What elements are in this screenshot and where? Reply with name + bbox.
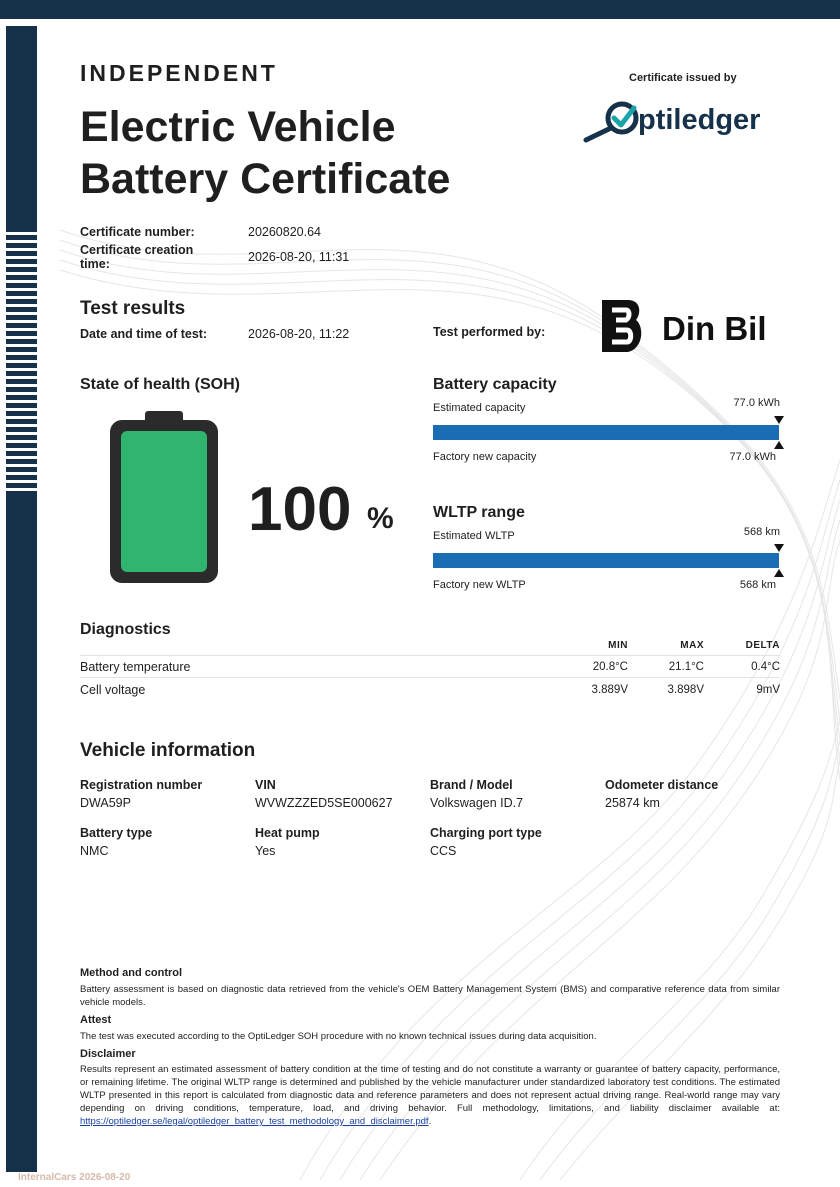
vehicle-info-heading: Vehicle information (80, 740, 256, 761)
heat-pump-value: Yes (255, 844, 276, 858)
diagnostics-col-delta: DELTA (745, 640, 780, 651)
test-performed-by-label: Test performed by: (433, 325, 546, 339)
battery-fill-level (121, 431, 207, 572)
brand-model-label: Brand / Model (430, 778, 513, 792)
optiledger-logo-mark (582, 94, 782, 146)
certificate-number-value: 20260820.64 (248, 225, 321, 239)
certificate-created-label: Certificate creation time: (80, 243, 194, 271)
charging-port-value: CCS (430, 844, 457, 858)
diagnostics-heading: Diagnostics (80, 621, 171, 638)
certificate-number-label: Certificate number: (80, 225, 195, 239)
title-line-2: Battery Certificate (80, 155, 451, 203)
brand-model-value: Volkswagen ID.7 (430, 796, 524, 810)
capacity-bar-track (433, 425, 779, 440)
soh-unit: % (367, 502, 394, 535)
attest-heading: Attest (80, 1014, 112, 1026)
wltp-factory-marker (774, 569, 784, 577)
capacity-estimated-label: Estimated capacity (433, 402, 526, 414)
diagnostics-col-min: MIN (608, 640, 628, 651)
odometer-value: 25874 km (605, 796, 660, 810)
method-text: Battery assessment is based on diagnostic data retrieved from the vehicle's OEM Battery Management System (BMS) and comparative reference data from similar vehicle models. (80, 984, 780, 1008)
disclaimer-end: . (428, 1116, 432, 1127)
optiledger-logo (582, 94, 782, 146)
capacity-estimated-marker (774, 416, 784, 424)
diagnostics-divider (80, 655, 780, 656)
diagnostics-row-divider (80, 677, 780, 678)
din-bil-logo-text: Din Bil (662, 310, 767, 347)
side-bar (6, 26, 37, 1172)
wltp-estimated-label: Estimated WLTP (433, 530, 515, 542)
wltp-bar-fill (433, 553, 779, 568)
din-bil-logo (600, 298, 780, 356)
diagnostics-row-min: 20.8°C (592, 661, 628, 673)
certificate-created-value: 2026-08-20, 11:31 (248, 250, 350, 264)
optiledger-logo-text: ptiledger (638, 104, 761, 136)
registration-label: Registration number (80, 778, 203, 792)
disclaimer-link[interactable]: https://optiledger.se/legal/optiledger_battery_test_methodology_and_disclaimer.pdf (80, 1116, 429, 1127)
diagnostics-row-name: Battery temperature (80, 660, 191, 674)
kicker-text: INDEPENDENT (80, 60, 278, 86)
diagnostics-row-min: 3.889V (591, 684, 628, 696)
capacity-factory-marker (774, 441, 784, 449)
test-results-heading: Test results (80, 298, 186, 319)
capacity-factory-label: Factory new capacity (433, 451, 537, 463)
vin-value: WVWZZZED5SE000627 (255, 796, 393, 810)
wltp-heading: WLTP range (433, 504, 525, 521)
title-line-1: Electric Vehicle (80, 103, 396, 151)
battery-type-value: NMC (80, 844, 109, 858)
heat-pump-label: Heat pump (255, 826, 320, 840)
odometer-label: Odometer distance (605, 778, 719, 792)
din-bil-logo-mark (600, 298, 780, 356)
diagnostics-row-delta: 9mV (756, 684, 780, 696)
disclaimer-heading: Disclaimer (80, 1048, 136, 1060)
wltp-estimated-marker (774, 544, 784, 552)
capacity-heading: Battery capacity (433, 376, 557, 393)
wltp-estimated-value: 568 km (743, 526, 780, 538)
test-date-value: 2026-08-20, 11:22 (248, 327, 350, 341)
battery-icon (107, 410, 221, 586)
wltp-bar-track (433, 553, 779, 568)
diagnostics-col-max: MAX (680, 640, 704, 651)
capacity-factory-value: 77.0 kWh (729, 451, 776, 463)
test-date-label: Date and time of test: (80, 327, 208, 341)
battery-type-label: Battery type (80, 826, 153, 840)
capacity-bar-fill (433, 425, 779, 440)
top-bar (0, 0, 840, 19)
soh-heading: State of health (SOH) (80, 376, 241, 393)
watermark-stamp: InternalCars 2026-08-20 (18, 1172, 131, 1183)
diagnostics-row-delta: 0.4°C (751, 661, 780, 673)
soh-value: 100 (248, 475, 352, 544)
charging-port-label: Charging port type (430, 826, 542, 840)
registration-value: DWA59P (80, 796, 131, 810)
diagnostics-row-name: Cell voltage (80, 683, 146, 697)
capacity-estimated-value: 77.0 kWh (733, 397, 780, 409)
issued-by-label: Certificate issued by (629, 72, 737, 84)
disclaimer-text (80, 1063, 780, 1128)
disclaimer-body: Results represent an estimated assessment of battery condition at the time of testing and do not constitute a warranty or guarantee of battery capacity, performance, or remaining lifetime. The original WLTP range is determined and published by the vehicle manufacturer under standardized laboratory test conditions. The estimated WLTP presented in this report is calculated from diagnostic data and reference parameters and does not represent actual driving range. Real-world range may vary depending on driving conditions, temperature, load, and driving behavior. Full methodology, limitations, and liability disclaimer available at: (80, 1064, 780, 1114)
diagnostics-row-max: 21.1°C (668, 661, 704, 673)
side-stripes (6, 227, 37, 491)
attest-text: The test was executed according to the OptiLedger SOH procedure with no known technical issues during data acquisition. (80, 1031, 597, 1042)
method-heading: Method and control (80, 967, 183, 979)
document-title (80, 101, 520, 205)
diagnostics-row-max: 3.898V (667, 684, 704, 696)
wltp-factory-value: 568 km (739, 579, 776, 591)
vin-label: VIN (255, 778, 276, 792)
wltp-factory-label: Factory new WLTP (433, 579, 526, 591)
